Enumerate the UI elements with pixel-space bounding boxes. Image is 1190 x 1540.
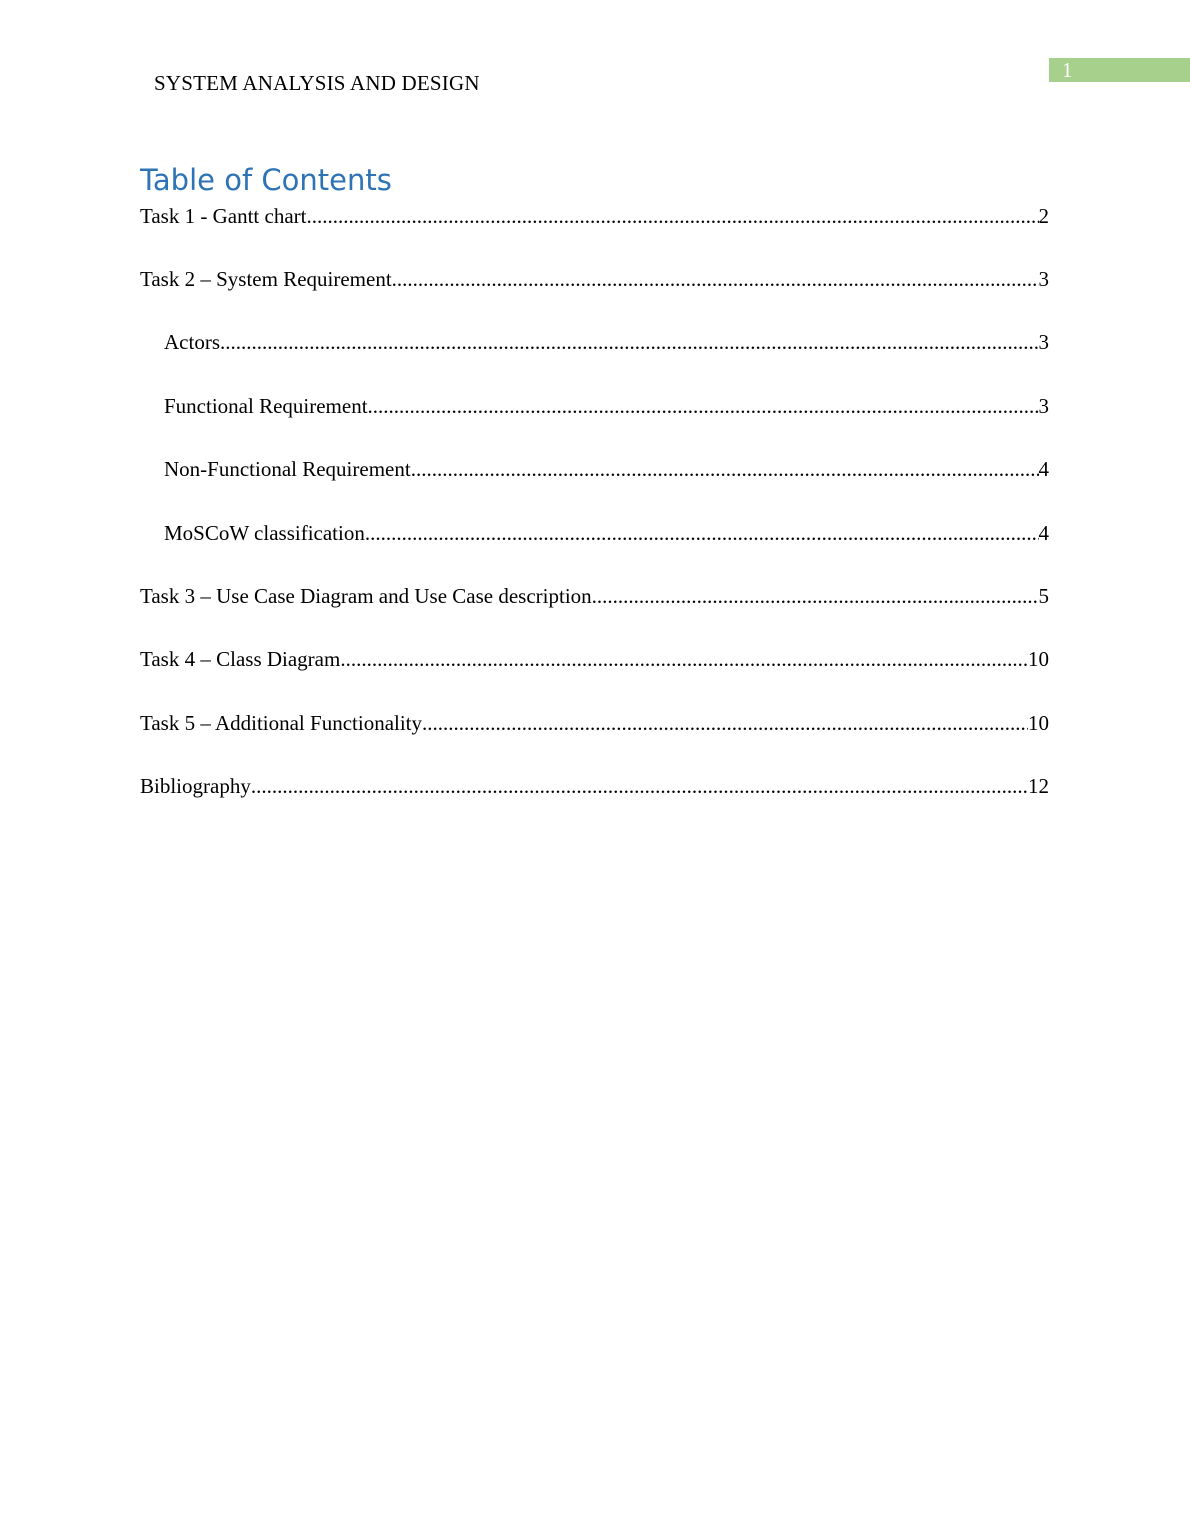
toc-heading: Table of Contents xyxy=(140,163,392,197)
toc-entry-title: Task 3 – Use Case Diagram and Use Case description xyxy=(140,584,592,608)
toc-entry-title: Actors xyxy=(164,330,220,354)
toc-dot-leader xyxy=(340,645,1028,673)
toc-entry-title: Task 4 – Class Diagram xyxy=(140,647,341,671)
toc-dot-leader xyxy=(411,455,1039,483)
toc-entry-page: 10 xyxy=(1028,647,1049,671)
page-number: 1 xyxy=(1062,58,1073,82)
toc-entry-page: 5 xyxy=(1038,584,1049,608)
toc-dot-leader xyxy=(251,772,1028,800)
toc-entry-page: 12 xyxy=(1028,774,1049,798)
toc-entry-title: Bibliography xyxy=(140,774,251,798)
toc-entry-task-1[interactable] xyxy=(140,202,1049,230)
toc-entry-title: Task 5 – Additional Functionality xyxy=(140,711,423,735)
toc-entry-moscow-classification[interactable] xyxy=(164,519,1049,547)
toc-entry-title: MoSCoW classification xyxy=(164,521,365,545)
toc-entry-task-2[interactable] xyxy=(140,265,1049,293)
toc-entry-page: 4 xyxy=(1038,521,1049,545)
toc-dot-leader xyxy=(365,519,1039,547)
toc-entry-title: Non-Functional Requirement xyxy=(164,457,411,481)
toc-entry-actors[interactable] xyxy=(164,328,1049,356)
toc-entry-functional-requirement[interactable] xyxy=(164,392,1049,420)
toc-entry-page: 10 xyxy=(1028,711,1049,735)
toc-entry-task-4[interactable] xyxy=(140,645,1049,673)
toc-dot-leader xyxy=(592,582,1039,610)
toc-dot-leader xyxy=(392,265,1039,293)
toc-dot-leader xyxy=(220,328,1039,356)
toc-entry-page: 3 xyxy=(1038,267,1049,291)
running-head: SYSTEM ANALYSIS AND DESIGN xyxy=(154,71,480,95)
toc-entry-page: 3 xyxy=(1038,394,1049,418)
toc-entry-non-functional-requirement[interactable] xyxy=(164,455,1049,483)
page-number-badge xyxy=(1049,58,1190,82)
toc-entry-bibliography[interactable] xyxy=(140,772,1049,800)
toc-entry-task-3[interactable] xyxy=(140,582,1049,610)
toc-entry-title: Functional Requirement xyxy=(164,394,368,418)
toc-entry-title: Task 2 – System Requirement xyxy=(140,267,392,291)
toc-dot-leader xyxy=(422,709,1028,737)
toc-entry-title: Task 1 - Gantt chart xyxy=(140,204,307,228)
toc-dot-leader xyxy=(368,392,1039,420)
toc-dot-leader xyxy=(306,202,1038,230)
toc-entry-page: 2 xyxy=(1038,204,1049,228)
toc-entry-page: 4 xyxy=(1038,457,1049,481)
toc-entry-page: 3 xyxy=(1038,330,1049,354)
toc-entry-task-5[interactable] xyxy=(140,709,1049,737)
